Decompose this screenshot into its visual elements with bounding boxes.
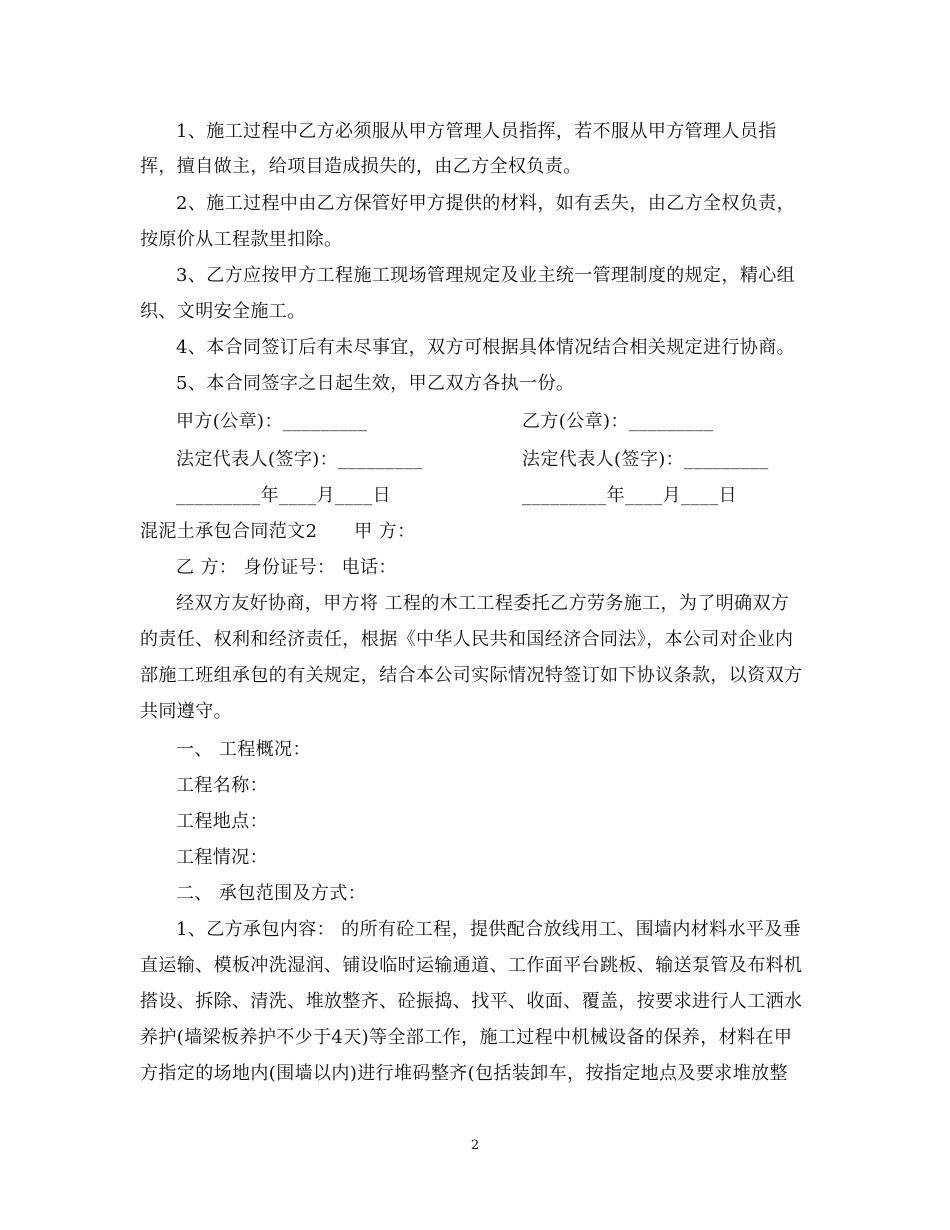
clause-1-line-2: 挥，擅自做主，给项目造成损失的，由乙方全权负责。 (140, 156, 582, 177)
party-b-representative-field: 法定代表人(签字)：_________ (522, 449, 769, 470)
intro-line-3: 部施工班组承包的有关规定，结合本公司实际情况特签订如下协议条款，以资双方 (140, 665, 803, 686)
section-1-title: 一、 工程概况： (176, 739, 311, 760)
project-status-label: 工程情况： (176, 847, 268, 868)
intro-line-1: 经双方友好协商，甲方将 工程的木工工程委托乙方劳务施工，为了明确双方 (176, 593, 790, 614)
party-a-representative-field: 法定代表人(签字)：_________ (176, 449, 423, 470)
clause-5: 5、本合同签字之日起生效，甲乙双方各执一份。 (176, 373, 575, 394)
scope-line-4: 养护(墙梁板养护不少于4天)等全部工作，施工过程中机械设备的保养，材料在甲 (140, 1027, 793, 1048)
scope-line-3: 搭设、拆除、清洗、堆放整齐、砼振捣、找平、收面、覆盖，按要求进行人工洒水 (140, 991, 803, 1012)
party-a-date-field: _________年____月____日 (176, 485, 391, 506)
project-location-label: 工程地点： (176, 811, 268, 832)
scope-line-5: 方指定的场地内(围墙以内)进行堆码整齐(包括装卸车，按指定地点及要求堆放整 (140, 1063, 788, 1084)
intro-line-2: 的责任、权利和经济责任，根据《中华人民共和国经济合同法》，本公司对企业内 (140, 629, 794, 650)
clause-1-line-1: 1、施工过程中乙方必须服从甲方管理人员指挥，若不服从甲方管理人员指 (176, 121, 777, 142)
page-number: 2 (470, 1138, 480, 1153)
second-contract-heading: 混泥土承包合同范文2 甲 方： (140, 521, 416, 542)
party-b-seal-field: 乙方(公章)：_________ (522, 411, 714, 432)
clause-3-line-1: 3、乙方应按甲方工程施工现场管理规定及业主统一管理制度的规定，精心组 (176, 265, 796, 286)
scope-line-1: 1、乙方承包内容： 的所有砼工程，提供配合放线用工、围墙内材料水平及垂 (176, 919, 802, 940)
project-name-label: 工程名称： (176, 775, 268, 796)
clause-3-line-2: 织、文明安全施工。 (140, 301, 306, 322)
party-a-seal-field: 甲方(公章)：_________ (176, 411, 368, 432)
clause-4: 4、本合同签订后有未尽事宜，双方可根据具体情况结合相关规定进行协商。 (176, 337, 796, 358)
section-2-title: 二、 承包范围及方式： (176, 883, 367, 904)
intro-line-4: 共同遵守。 (140, 701, 232, 722)
clause-2-line-1: 2、施工过程中由乙方保管好甲方提供的材料，如有丢失，由乙方全权负责， (176, 193, 796, 214)
clause-2-line-2: 按原价从工程款里扣除。 (140, 229, 343, 250)
parties-line: 乙 方： 身份证号： 电话： (176, 557, 397, 578)
scope-line-2: 直运输、模板冲洗湿润、铺设临时运输通道、工作面平台跳板、输送泵管及布料机 (140, 955, 803, 976)
party-b-date-field: _________年____月____日 (522, 485, 737, 506)
